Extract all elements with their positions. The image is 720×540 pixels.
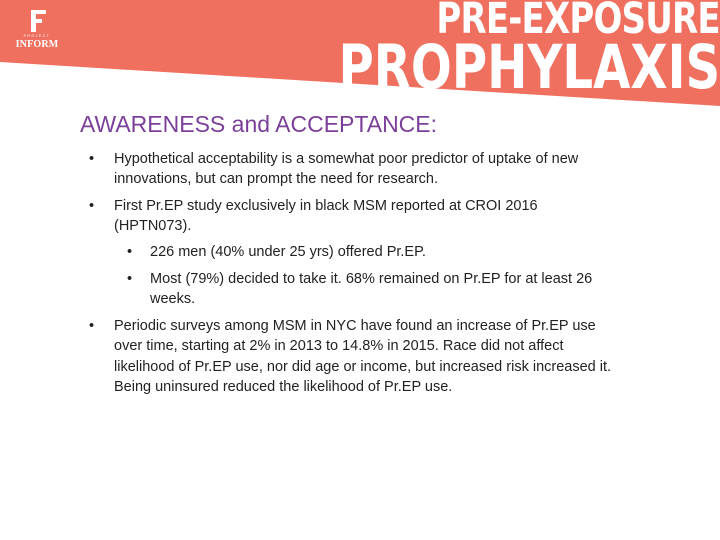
sub-bullet-item [127,269,622,310]
bullet-item [89,196,609,237]
logo-small-text: PROJECT [23,34,51,38]
title-line-1: PRE-EXPOSURE [436,0,720,44]
slide-heading: AWARENESS and ACCEPTANCE: [80,111,438,137]
bullet-text: First Pr.EP study exclusively in black MSM reported at CROI 2016 (HPTN073). [114,198,538,235]
bullet-item [89,316,626,397]
logo-mark-icon [28,10,46,32]
title-line-2: PROPHYLAXIS [338,32,720,103]
bullet-marker: • [127,244,133,260]
bullet-marker: • [89,198,95,214]
bullet-text: Most (79%) decided to take it. 68% remained on Pr.EP for at least 26 weeks. [150,271,593,308]
bullet-text: Hypothetical acceptability is a somewhat poor predictor of uptake of new innovations, but can prompt the need for research. [114,151,579,188]
sub-bullet-item [127,242,607,262]
logo-name: INFORM [15,39,59,50]
bullet-marker: • [89,151,95,167]
project-inform-logo [14,10,60,54]
bullet-marker: • [127,271,133,287]
bullet-item [89,149,609,190]
bullet-marker: • [89,318,95,334]
bullet-text: 226 men (40% under 25 yrs) offered Pr.EP. [150,244,426,260]
bullet-text: Periodic surveys among MSM in NYC have found an increase of Pr.EP use over time, starting at 2% in 2013 to 14.8% in 2015. Race did not affect likelihood of Pr.EP use, nor did age or income, but increased risk increased it. Being uninsured reduced the likelihood of Pr.EP use. [114,318,612,395]
